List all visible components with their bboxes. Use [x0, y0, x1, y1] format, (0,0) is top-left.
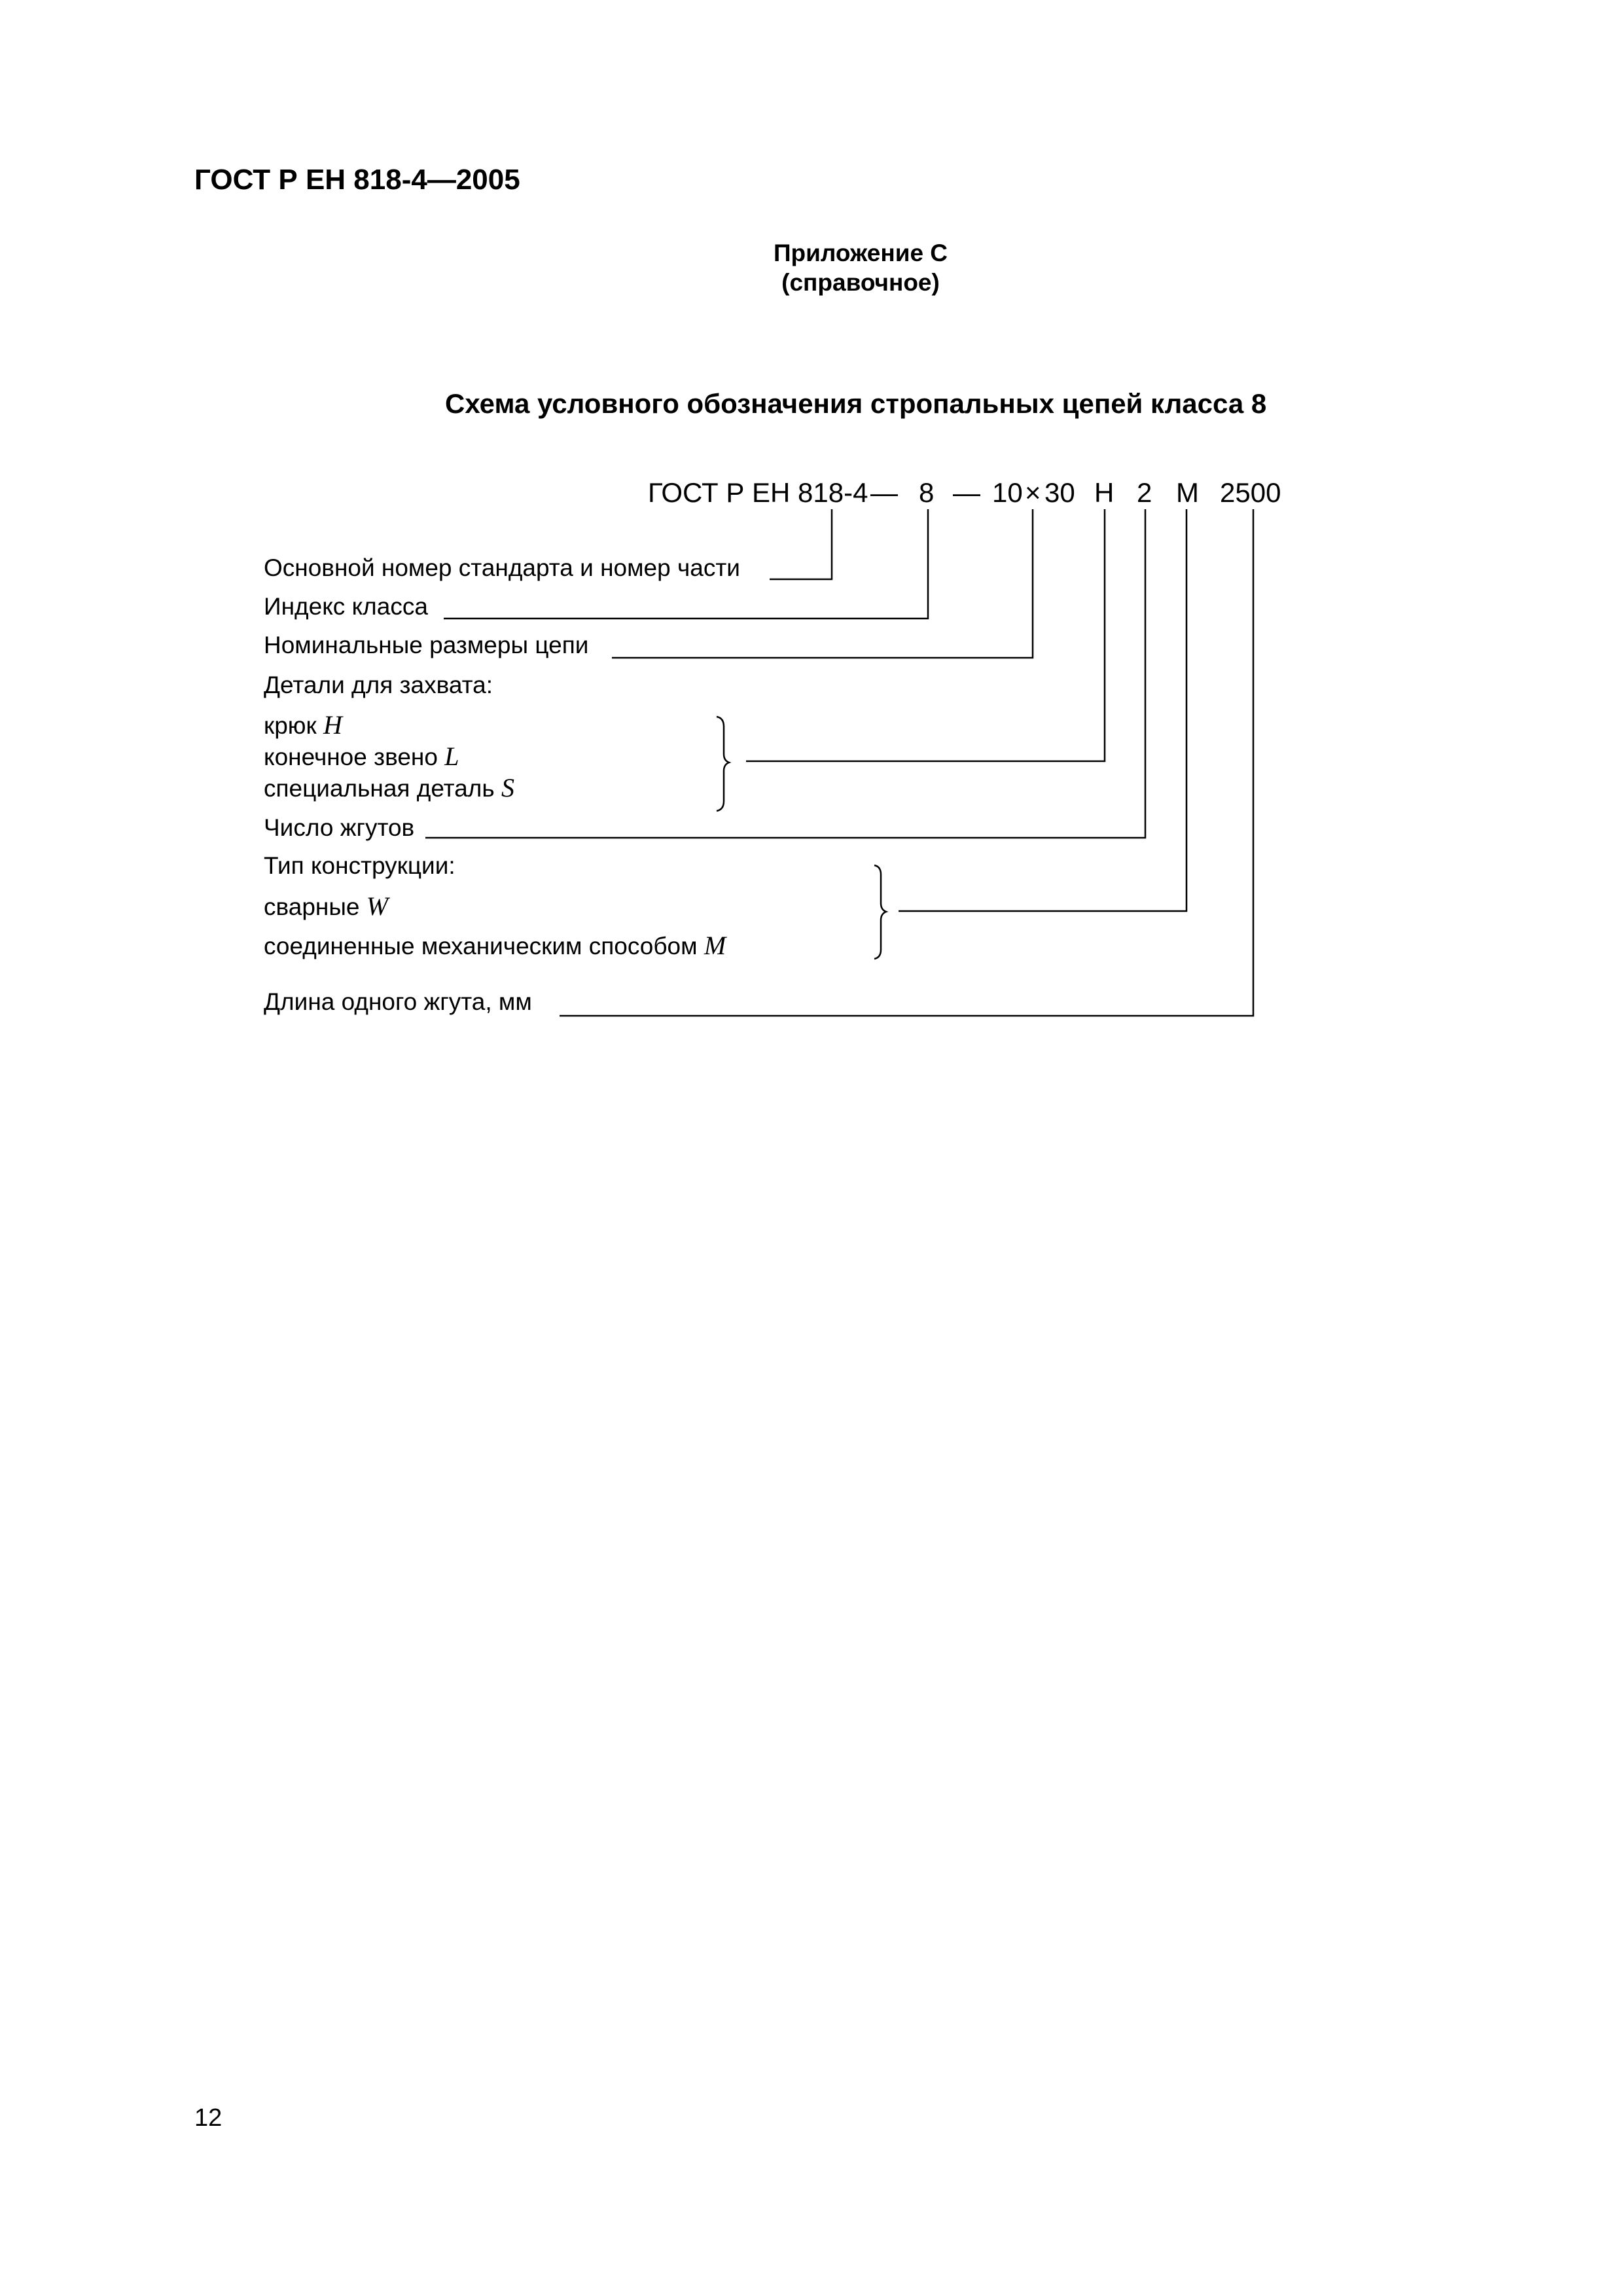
leader-line-length [560, 509, 1253, 1016]
leader-line-fitting [746, 509, 1105, 761]
label-special-part-text: специальная деталь [264, 775, 495, 802]
code-size-b: 30 [1044, 477, 1075, 508]
code-length: 2500 [1220, 477, 1281, 508]
code-assembly: M [1176, 477, 1199, 508]
code-size-a: 10 [992, 477, 1023, 508]
page-number: 12 [194, 2104, 223, 2132]
code-class-index: 8 [919, 477, 935, 508]
label-standard-number: Основной номер стандарта и номер части [264, 554, 740, 581]
label-legs-number: Число жгутов [264, 814, 415, 841]
appendix-title: Приложение С [773, 240, 948, 266]
code-times-sign: × [1025, 477, 1041, 508]
code-standard: ГОСТ Р ЕН 818-4 [648, 477, 868, 508]
leader-line-class-index [444, 509, 928, 619]
code-legs: 2 [1137, 477, 1152, 508]
label-welded-code: W [366, 891, 389, 921]
code-dash-1: — [870, 477, 898, 508]
label-mechanical-text: соединенные механическим способом [264, 933, 698, 960]
code-fitting: H [1094, 477, 1115, 508]
code-dash-2: — [953, 477, 980, 508]
brace-fittings [717, 717, 729, 811]
leader-line-assembly [899, 509, 1186, 911]
brace-construction [874, 865, 886, 959]
label-hook-code: H [323, 710, 342, 740]
label-end-link-code: L [444, 742, 459, 771]
label-leg-length: Длина одного жгута, мм [264, 988, 532, 1015]
label-class-index: Индекс класса [264, 593, 428, 620]
leader-line-legs [425, 509, 1145, 838]
appendix-kind: (справочное) [781, 269, 940, 296]
label-welded-text: сварные [264, 893, 360, 920]
label-special-part-code: S [501, 773, 514, 802]
document-number-header: ГОСТ Р ЕН 818-4—2005 [194, 164, 520, 196]
label-construction-heading: Тип конструкции: [264, 852, 455, 879]
scheme-title: Схема условного обозначения стропальных цепей класса 8 [445, 388, 1267, 419]
label-fittings-heading: Детали для захвата: [264, 672, 493, 698]
label-hook-text: крюк [264, 712, 317, 739]
label-end-link-text: конечное звено [264, 744, 438, 770]
leader-line-nominal-sizes [612, 509, 1033, 658]
label-mechanical-code: M [704, 931, 726, 960]
leader-line-standard [770, 509, 832, 579]
label-nominal-sizes: Номинальные размеры цепи [264, 632, 589, 658]
